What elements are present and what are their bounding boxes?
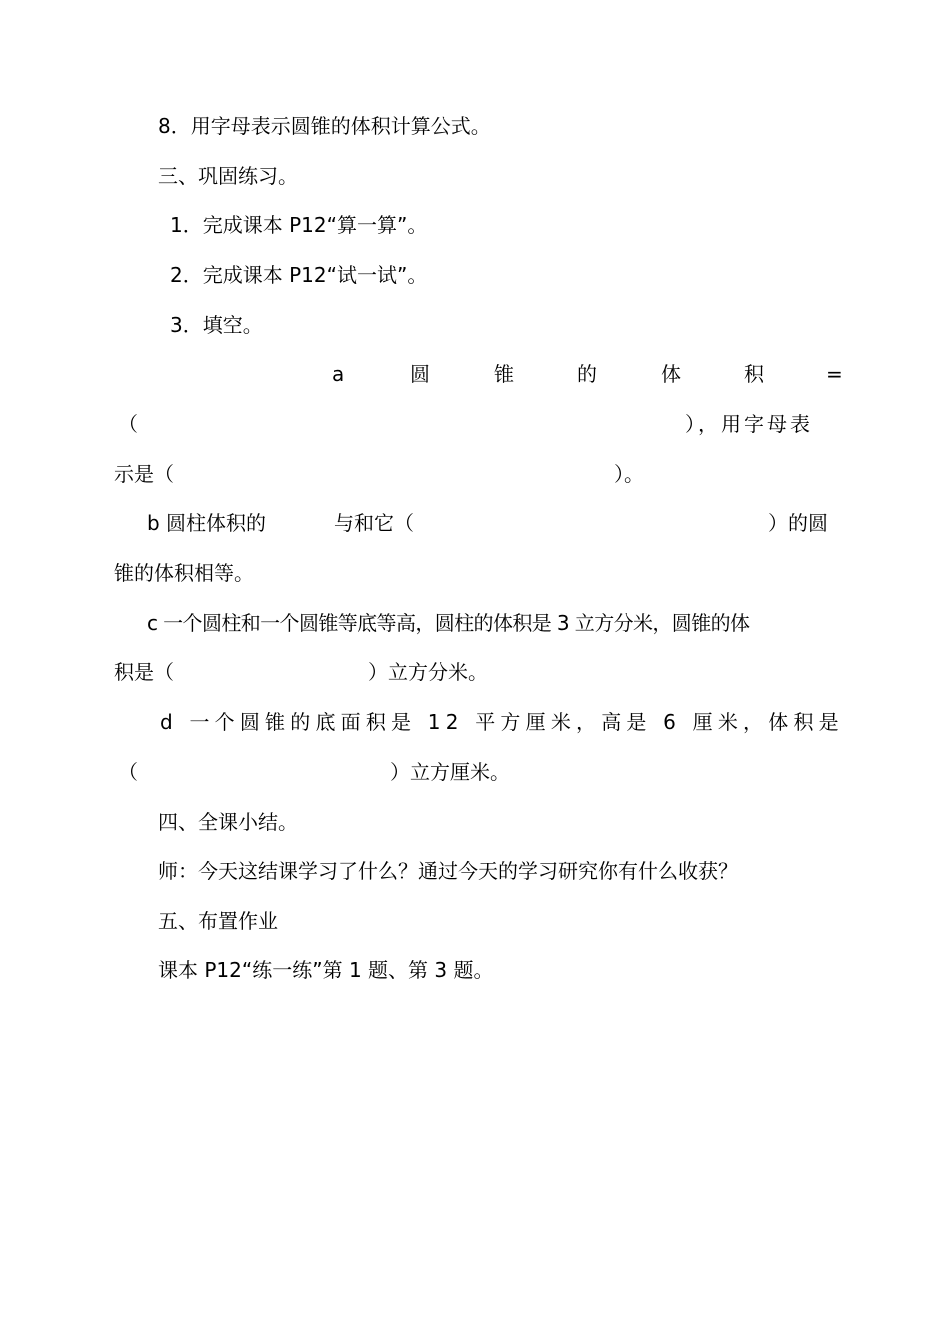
word: = bbox=[826, 362, 843, 386]
heading-homework: 五、布置作业 bbox=[158, 909, 278, 933]
close-paren-text: ），用字母表 bbox=[685, 412, 813, 436]
word: 圆 bbox=[410, 362, 430, 386]
close-paren-text: ）的圆 bbox=[768, 511, 828, 535]
close-paren-text: ）立方厘米。 bbox=[390, 760, 510, 784]
teacher-question: 师：今天这结课学习了什么？通过今天的学习研究你有什么收获？ bbox=[158, 859, 738, 883]
practice-item-2: 2．完成课本 P12“试一试”。 bbox=[170, 263, 428, 287]
word: 锥 bbox=[494, 362, 514, 386]
close-paren-text: ）立方分米。 bbox=[368, 660, 488, 684]
word: 积 bbox=[744, 362, 764, 386]
fill-blank-b-line-2: 锥的体积相等。 bbox=[114, 561, 254, 585]
fill-blank-d-line-2 bbox=[0, 759, 950, 785]
word: a bbox=[332, 362, 345, 386]
text-start: 积是（ bbox=[114, 660, 174, 684]
text-start: b 圆柱体积的 bbox=[147, 511, 267, 535]
practice-item-1: 1．完成课本 P12“算一算”。 bbox=[170, 213, 428, 237]
close-paren-text: ）。 bbox=[614, 462, 644, 486]
heading-consolidation-practice: 三、巩固练习。 bbox=[158, 164, 298, 188]
fill-blank-a-line-1 bbox=[0, 361, 950, 387]
fill-blank-d-line-1: d 一个圆锥的底面积是 12 平方厘米，高是 6 厘米，体积是 bbox=[160, 710, 844, 734]
open-paren: （ bbox=[118, 760, 138, 784]
word: 的 bbox=[577, 362, 597, 386]
heading-lesson-summary: 四、全课小结。 bbox=[158, 810, 298, 834]
homework-item: 课本 P12“练一练”第 1 题、第 3 题。 bbox=[158, 958, 494, 982]
text-mid: 与和它（ bbox=[334, 511, 414, 535]
open-paren: （ bbox=[118, 412, 138, 436]
fill-blank-c-line-1: c 一个圆柱和一个圆锥等底等高，圆柱的体积是 3 立方分米，圆锥的体 bbox=[147, 611, 750, 635]
fill-blank-b-line-1 bbox=[0, 510, 950, 536]
fill-blank-c-line-2 bbox=[0, 659, 950, 685]
word: 体 bbox=[661, 362, 681, 386]
practice-item-3: 3．填空。 bbox=[170, 313, 263, 337]
step-8-formula: 8．用字母表示圆锥的体积计算公式。 bbox=[158, 114, 491, 138]
fill-blank-a-line-3 bbox=[0, 461, 950, 487]
fill-blank-a-line-2 bbox=[0, 411, 950, 437]
text-start: 示是（ bbox=[114, 462, 174, 486]
